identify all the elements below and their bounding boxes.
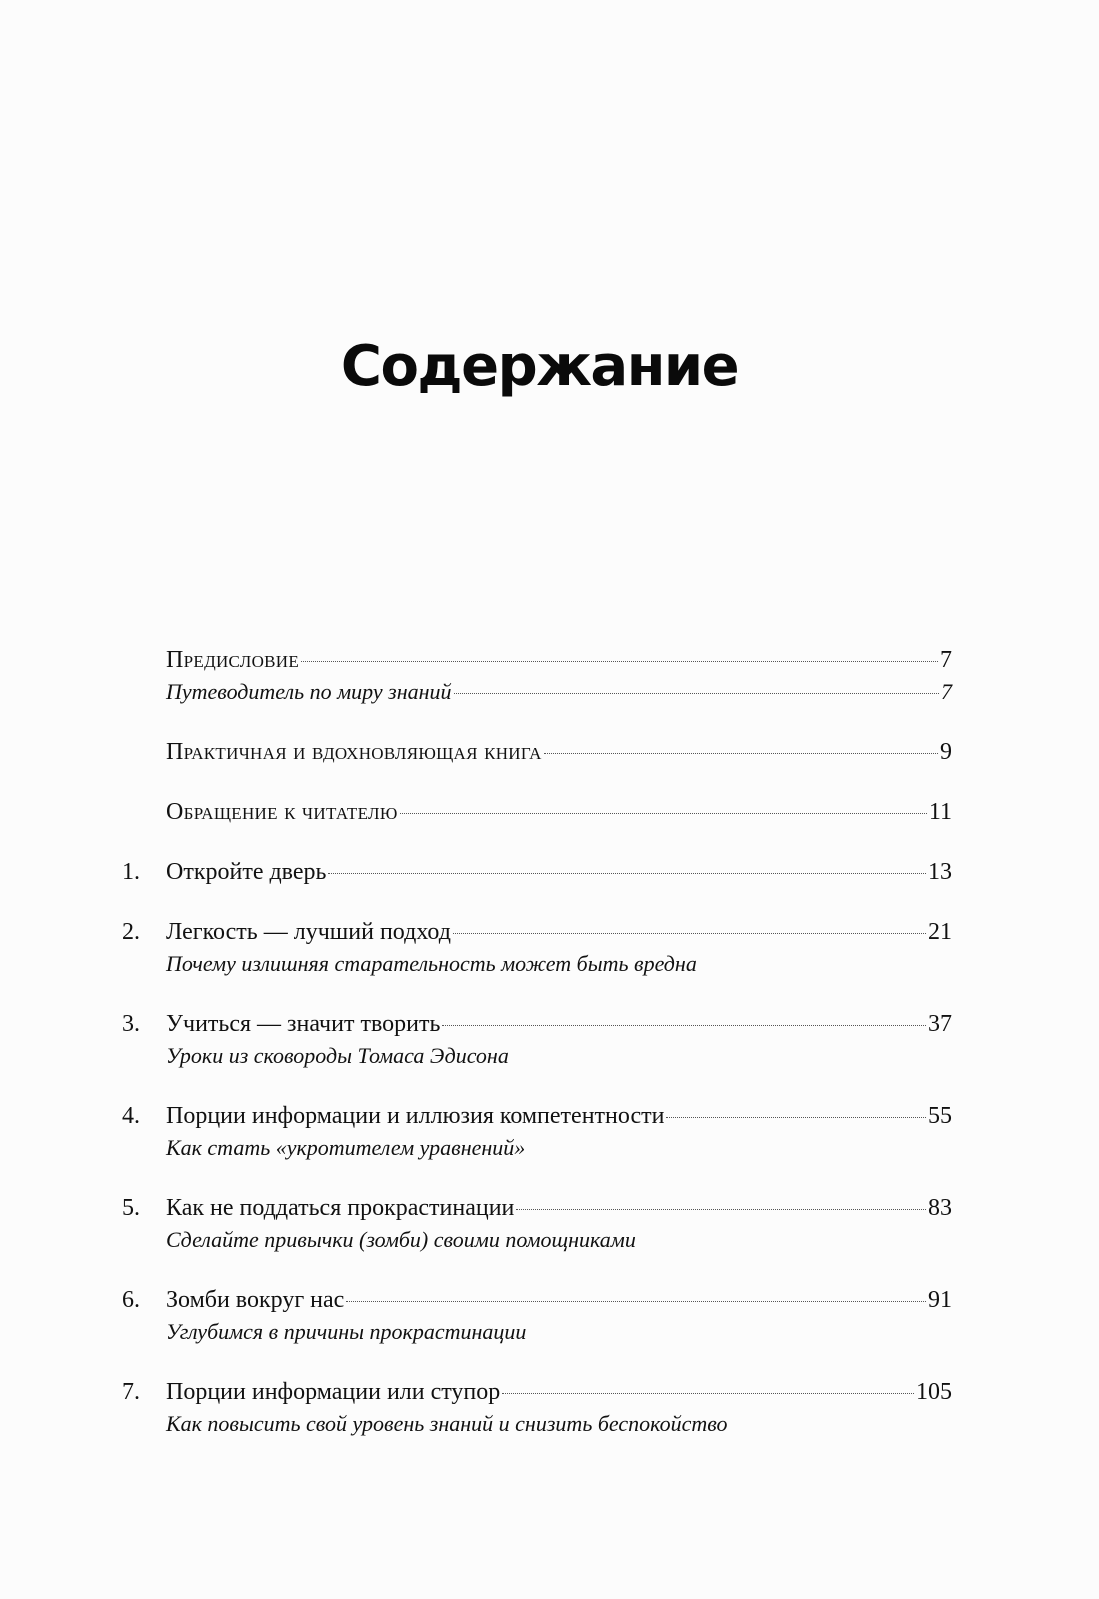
toc-entry-address-to-reader[interactable] xyxy=(122,796,952,828)
page-number[interactable]: 55 xyxy=(928,1103,952,1129)
page-number[interactable]: 9 xyxy=(940,739,952,765)
chapter-subtitle[interactable]: Почему излишняя старательность может быть вредна xyxy=(166,951,697,976)
chapter-number: 6. xyxy=(122,1287,140,1313)
toc-entry-chapter-2[interactable] xyxy=(122,916,952,980)
toc-row xyxy=(166,856,952,888)
dot-leader xyxy=(453,933,926,934)
toc-entry-chapter-6[interactable] xyxy=(122,1284,952,1348)
chapter-title[interactable]: Практичная и вдохновляющая книга xyxy=(166,739,542,765)
toc-row xyxy=(166,796,952,828)
page-number[interactable]: 7 xyxy=(940,647,952,673)
chapter-subtitle[interactable]: Путеводитель по миру знаний xyxy=(166,679,452,704)
toc-row xyxy=(166,1192,952,1224)
toc-entry-main-line xyxy=(122,1008,952,1040)
toc-entry-chapter-1[interactable] xyxy=(122,856,952,888)
toc-row xyxy=(166,1100,952,1132)
subtitle-page-number[interactable]: 7 xyxy=(941,679,952,704)
toc-entry-chapter-7[interactable] xyxy=(122,1376,952,1440)
toc-entry-subtitle-line xyxy=(166,1408,952,1440)
chapter-title[interactable]: Откройте дверь xyxy=(166,859,327,885)
page-title: Содержание xyxy=(340,334,739,399)
dot-leader xyxy=(544,753,938,754)
chapter-title[interactable]: Учиться — значит творить xyxy=(166,1011,441,1037)
toc-entry-main-line xyxy=(122,736,952,768)
chapter-subtitle[interactable]: Сделайте привычки (зомби) своими помощниками xyxy=(166,1227,636,1252)
toc-entry-main-line xyxy=(122,796,952,828)
chapter-title[interactable]: Как не поддаться прокрастинации xyxy=(166,1195,515,1221)
dot-leader xyxy=(346,1301,926,1302)
chapter-subtitle[interactable]: Углубимся в причины прокрастинации xyxy=(166,1319,527,1344)
dot-leader xyxy=(301,661,938,662)
chapter-subtitle[interactable]: Как повысить свой уровень знаний и снизить беспокойство xyxy=(166,1411,728,1436)
chapter-title[interactable]: Легкость — лучший подход xyxy=(166,919,451,945)
toc-row xyxy=(166,644,952,676)
chapter-title[interactable]: Обращение к читателю xyxy=(166,799,398,825)
chapter-number: 3. xyxy=(122,1011,140,1037)
toc-entry-subtitle-line xyxy=(166,1040,952,1072)
chapter-title[interactable]: Предисловие xyxy=(166,647,300,673)
toc-entry-chapter-3[interactable] xyxy=(122,1008,952,1072)
toc-entry-main-line xyxy=(122,1100,952,1132)
dot-leader xyxy=(400,813,927,814)
chapter-title[interactable]: Порции информации или ступор xyxy=(166,1379,501,1405)
chapter-title[interactable]: Порции информации и иллюзия компетентности xyxy=(166,1103,665,1129)
dot-leader xyxy=(666,1117,926,1118)
chapter-subtitle[interactable]: Уроки из сковороды Томаса Эдисона xyxy=(166,1043,509,1068)
page-number[interactable]: 91 xyxy=(928,1287,952,1313)
toc-entry-practical-book[interactable] xyxy=(122,736,952,768)
page-number[interactable]: 105 xyxy=(916,1379,952,1405)
chapter-number: 1. xyxy=(122,859,140,885)
toc-entry-subtitle-line xyxy=(166,1132,952,1164)
dot-leader xyxy=(516,1209,926,1210)
dot-leader xyxy=(328,873,926,874)
toc-row xyxy=(166,1284,952,1316)
dot-leader xyxy=(454,693,939,694)
toc-entry-chapter-4[interactable] xyxy=(122,1100,952,1164)
toc-entry-main-line xyxy=(122,1284,952,1316)
toc-row xyxy=(166,1008,952,1040)
toc-entry-subtitle-line xyxy=(166,676,952,708)
chapter-number: 4. xyxy=(122,1103,140,1129)
toc-entry-subtitle-line xyxy=(166,1316,952,1348)
dot-leader xyxy=(502,1393,914,1394)
toc-entry-main-line xyxy=(122,644,952,676)
toc-entry-main-line xyxy=(122,856,952,888)
toc-entry-main-line xyxy=(122,1192,952,1224)
toc-entry-main-line xyxy=(122,916,952,948)
chapter-number: 2. xyxy=(122,919,140,945)
page-number[interactable]: 37 xyxy=(928,1011,952,1037)
toc-entry-subtitle-line xyxy=(166,1224,952,1256)
toc-entry-chapter-5[interactable] xyxy=(122,1192,952,1256)
page-number[interactable]: 13 xyxy=(928,859,952,885)
chapter-subtitle[interactable]: Как стать «укротителем уравнений» xyxy=(166,1135,526,1160)
page-number[interactable]: 11 xyxy=(928,799,952,825)
toc-row xyxy=(166,916,952,948)
toc-entry-subtitle-line xyxy=(166,948,952,980)
toc-entry-preface[interactable] xyxy=(122,644,952,708)
chapter-number: 5. xyxy=(122,1195,140,1221)
chapter-number: 7. xyxy=(122,1379,140,1405)
page-number[interactable]: 21 xyxy=(928,919,952,945)
chapter-title[interactable]: Зомби вокруг нас xyxy=(166,1287,345,1313)
page-number[interactable]: 83 xyxy=(928,1195,952,1221)
toc-row xyxy=(166,1376,952,1408)
toc-row xyxy=(166,736,952,768)
dot-leader xyxy=(442,1025,926,1026)
toc-entry-main-line xyxy=(122,1376,952,1408)
